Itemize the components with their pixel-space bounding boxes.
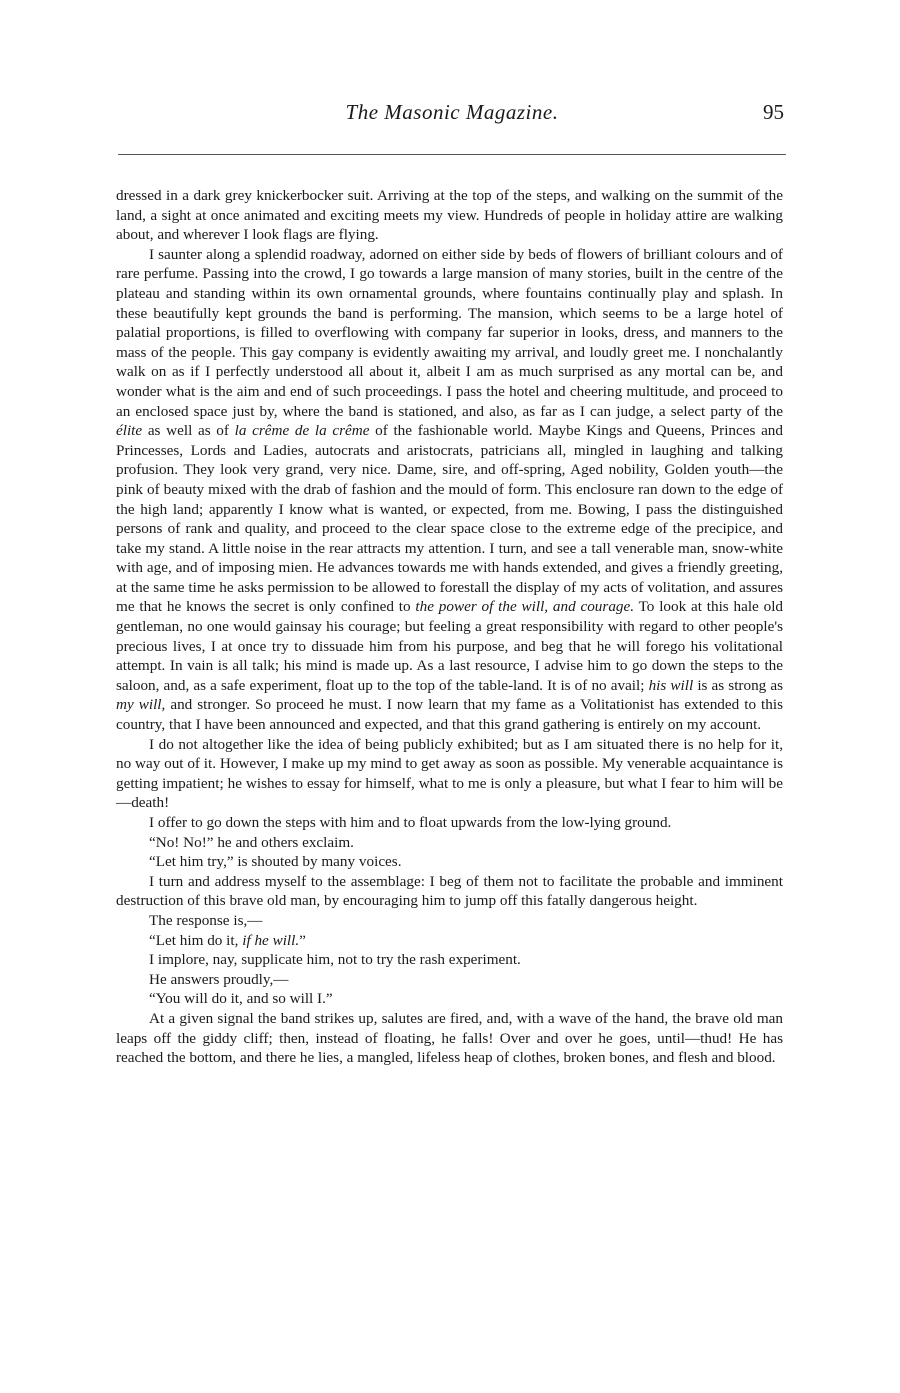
paragraph-2-text-f: and stronger. So proceed he must. I now learn that my fame as a Volitationist has extended to this country, that I have been announced and expected, and that this grand gathering is entirely on my account. [116,696,783,734]
paragraph-2 [116,245,783,735]
paragraph-6: “Let him try,” is shouted by many voices. [149,853,402,871]
paragraph-10: I implore, nay, supplicate him, not to try the rash experiment. [149,951,521,969]
article-body [116,186,783,1068]
paragraph-9-text-a: “Let him do it, [149,931,239,949]
italic-elite: élite [116,422,143,440]
paragraph-1: dressed in a dark grey knickerbocker suit. Arriving at the top of the steps, and walking on the summit of the land, a sight at once animated and exciting meets my view. Hundreds of people in holiday attire are walking about, and wherever I look flags are flying. [116,187,783,244]
paragraph-13: At a given signal the band strikes up, salutes are fired, and, with a wave of the hand, the brave old man leaps off the giddy cliff; then, instead of floating, he falls! Over and over he goes, until—thud! He has reached the bottom, and there he lies, a mangled, lifeless heap of clothes, broken bones, and flesh and blood. [116,1009,783,1067]
paragraph-2-text-a: I saunter along a splendid roadway, adorned on either side by beds of flowers of brilliant colours and of rare perfume. Passing into the crowd, I go towards a large mansion of many stories, built in the centre of the plateau and standing within its own ornamental grounds, where fountains continually play and splash. In these beautifully kept grounds the band is performing. The mansion, which seems to be a large hotel of palatial proportions, is filled to overflowing with company far superior in looks, dress, and manners to the mass of the people. This gay company is evidently awaiting my arrival, and loudly greet me. I nonchalantly walk on as if I perfectly understood all about it, albeit I am as much surprised as any mortal can be, and wonder what is the aim and end of such proceedings. I pass the hotel and cheering multitude, and proceed to an enclosed space just by, where the band is stationed, and also, as far as I can judge, a select party of the [116,245,783,420]
paragraph-4: I offer to go down the steps with him and to float upwards from the low-lying ground. [149,814,672,831]
paragraph-9-close-quote: ” [299,931,306,949]
italic-creme: la crême de la crême [234,422,370,440]
paragraph-8: The response is,— [149,911,263,929]
italic-my-will: my will, [116,696,166,714]
running-head [118,98,786,130]
paragraph-11: He answers proudly,— [149,970,289,988]
paragraph-5: “No! No!” he and others exclaim. [149,833,354,851]
page-number: 95 [763,100,784,124]
paragraph-2-text-b: as well as of [147,422,229,440]
paragraph-2-text-d: To look at this hale old gentleman, no one would gainsay his courage; but feeling a great responsibility with regard to other people's precious lives, I at once try to dissuade him from his purpose, and beg that he will forego his volitational attempt. In vain is all talk; his mind is made up. As a last resource, I advise him to go down the steps to the saloon, and, as a safe experiment, float up to the top of the table-land. It is of no avail; [116,598,784,694]
paragraph-3: I do not altogether like the idea of being publicly exhibited; but as I am situated there is no help for it, no way out of it. However, I make up my mind to get away as soon as possible. My venerable acquaintance is getting impatient; he wishes to essay for himself, what to me is only a pleasure, but what I fear to him will be—death! [116,735,783,812]
header-rule [118,154,786,155]
paragraph-12: “You will do it, and so will I.” [149,990,333,1008]
italic-power-of-will: the power of the will, and courage. [415,598,635,616]
italic-if-he-will: if he will. [242,931,300,949]
paragraph-2-text-e: is as strong as [697,676,784,694]
paragraph-2-text-c: of the fashionable world. Maybe Kings and Queens, Princes and Princesses, Lords and Ladies, autocrats and aristocrats, patricians all, mingled in laughing and talking profusion. They look very grand, very nice. Dame, sire, and off-spring, Aged nobility, Golden youth—the pink of beauty mixed with the drab of fashion and the mould of form. This enclosure ran down to the edge of the high land; apparently I know what is wanted, or expected, from me. Bowing, I pass the distinguished persons of rank and quality, and proceed to the clear space close to the extreme edge of the precipice, and take my stand. A little noise in the rear attracts my attention. I turn, and see a tall venerable man, snow-white with age, and of imposing mien. He advances towards me with hands extended, and gives a friendly greeting, at the same time he asks permission to be allowed to forestall the display of my acts of volitation, and assures me that he knows the secret is only confined to [116,422,783,616]
paragraph-7: I turn and address myself to the assemblage: I beg of them not to facilitate the probable and imminent destruction of this brave old man, by encouraging him to jump off this fatally dangerous height. [116,872,783,910]
running-title: The Masonic Magazine. [345,100,559,124]
paragraph-9 [116,931,783,951]
italic-his-will: his will [648,676,694,694]
